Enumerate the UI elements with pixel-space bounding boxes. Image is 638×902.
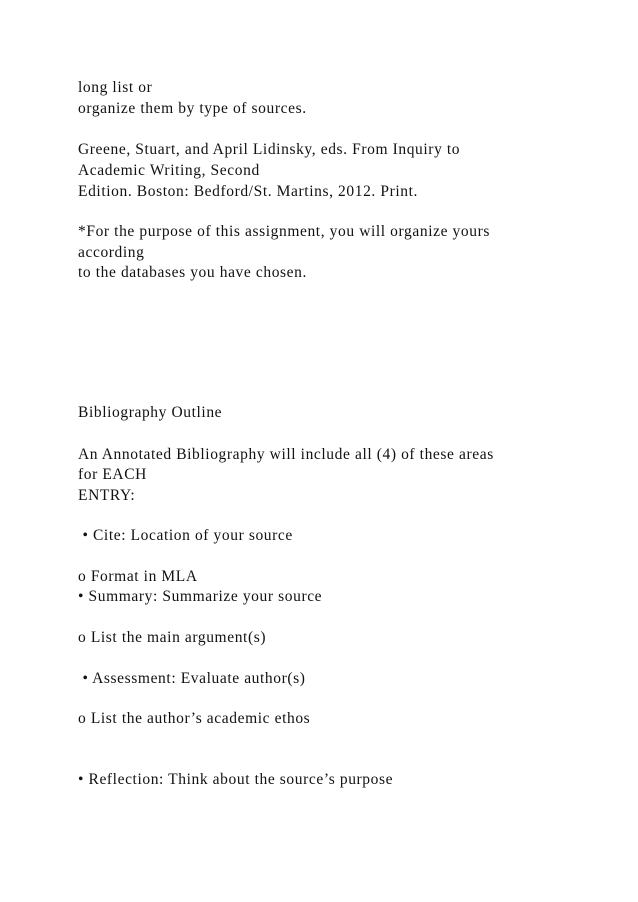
- outline-heading: Bibliography Outline: [78, 404, 223, 421]
- outline-intro-line: ENTRY:: [78, 487, 136, 504]
- citation-line: Academic Writing, Second: [78, 162, 260, 179]
- outline-item-summary: • Summary: Summarize your source: [78, 588, 323, 605]
- outline-intro-line: An Annotated Bibliography will include all (4) of these areas: [78, 446, 494, 463]
- outline-subitem: o List the main argument(s): [78, 629, 267, 646]
- outline-intro-line: for EACH: [78, 466, 147, 483]
- outline-subitem: o Format in MLA: [78, 568, 198, 585]
- outline-subitem: o List the author’s academic ethos: [78, 710, 311, 727]
- paragraph-line: long list or: [78, 79, 153, 96]
- citation-line: Edition. Boston: Bedford/St. Martins, 2012. Print.: [78, 183, 419, 200]
- outline-item-reflection: • Reflection: Think about the source’s purpose: [78, 771, 394, 788]
- paragraph-line: organize them by type of sources.: [78, 100, 307, 117]
- note-line: to the databases you have chosen.: [78, 264, 307, 281]
- note-line: *For the purpose of this assignment, you will organize yours: [78, 223, 490, 240]
- outline-item-assessment: • Assessment: Evaluate author(s): [78, 670, 306, 687]
- citation-line: Greene, Stuart, and April Lidinsky, eds. From Inquiry to: [78, 141, 461, 158]
- note-line: according: [78, 244, 145, 261]
- outline-item-cite: • Cite: Location of your source: [78, 527, 293, 544]
